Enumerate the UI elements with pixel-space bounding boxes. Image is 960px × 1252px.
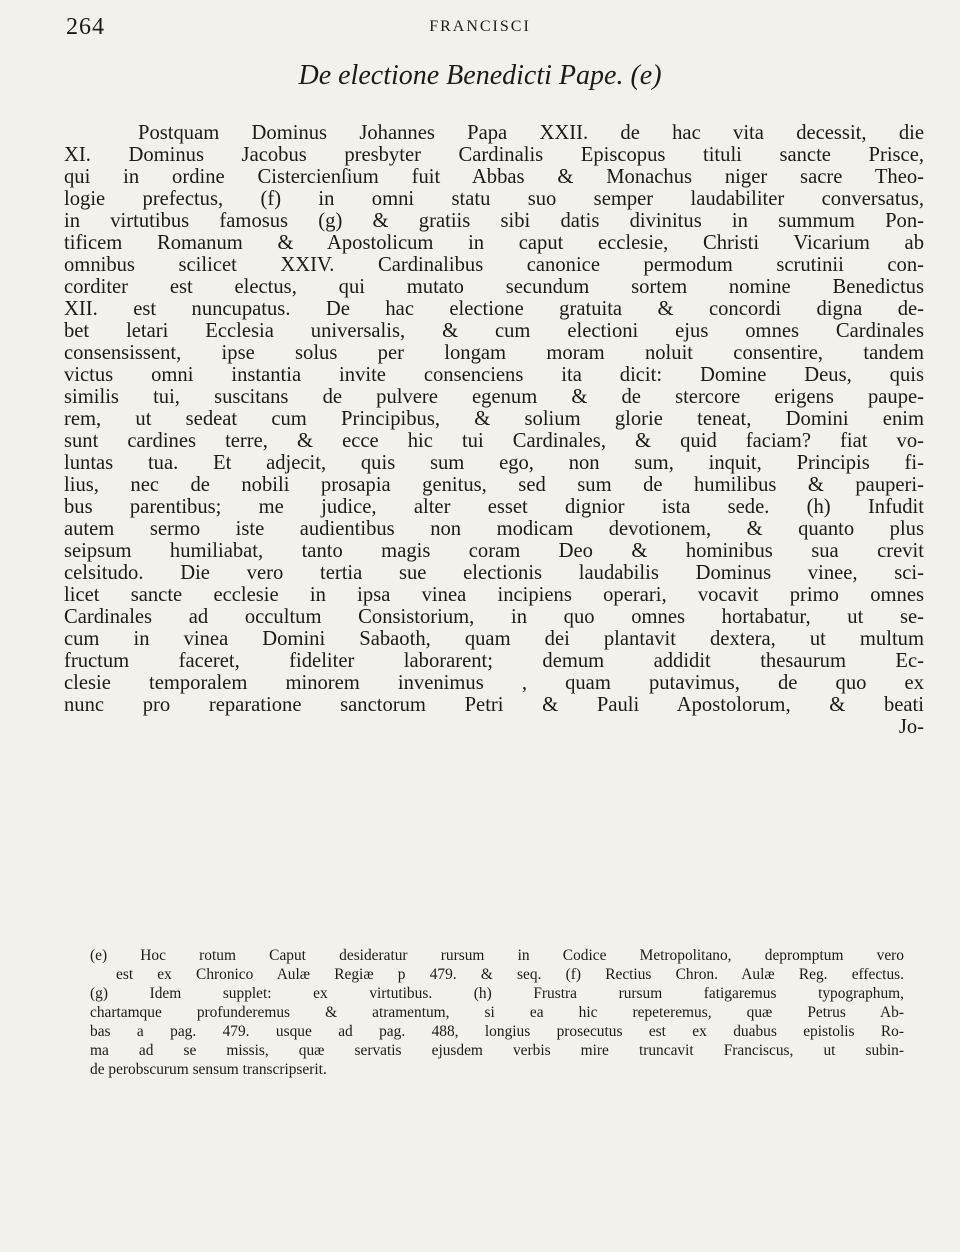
text-line: qui in ordine Cistercienſium fuit Abbas & Monachus niger sacre Theo- xyxy=(64,166,924,188)
footnote-line: chartamque profunderemus & atramentum, si ea hic repeteremus, quæ Petrus Ab- xyxy=(90,1004,904,1021)
text-line: fructum faceret, fideliter laborarent; demum addidit thesaurum Ec- xyxy=(64,650,924,672)
running-head: FRANCISCI xyxy=(429,18,531,35)
text-line: bet letari Ecclesia universalis, & cum electioni ejus omnes Cardinales xyxy=(64,320,924,342)
footnote-line: ma ad se missis, quæ servatis ejusdem verbis mire truncavit Franciscus, ut subin- xyxy=(90,1042,904,1059)
footnote-line: est ex Chronico Aulæ Regiæ p 479. & seq. (f) Rectius Chron. Aulæ Reg. effectus. xyxy=(116,966,904,983)
text-line: cum in vinea Domini Sabaoth, quam dei plantavit dextera, ut multum xyxy=(64,628,924,650)
text-line: luntas tua. Et adjecit, quis sum ego, non sum, inquit, Principis fi- xyxy=(64,452,924,474)
text-line: celsitudo. Die vero tertia sue electionis laudabilis Dominus vinee, sci- xyxy=(64,562,924,584)
text-line: nunc pro reparatione sanctorum Petri & Pauli Apostolorum, & beati xyxy=(64,694,924,716)
footnote-line: (g) Idem supplet: ex virtutibus. (h) Frustra rursum fatigaremus typographum, xyxy=(90,985,904,1002)
text-line: XII. est nuncupatus. De hac electione gratuita & concordi digna de- xyxy=(64,298,924,320)
text-line: bus parentibus; me judice, alter esset dignior ista sede. (h) Infudit xyxy=(64,496,924,518)
text-line: similis tui, suscitans de pulvere egenum & de stercore erigens paupe- xyxy=(64,386,924,408)
text-line: clesie temporalem minorem invenimus , quam putavimus, de quo ex xyxy=(64,672,924,694)
footnote-line: de perobscurum sensum transcripserit. xyxy=(90,1061,327,1078)
text-line: XI. Dominus Jacobus presbyter Cardinalis Episcopus tituli sancte Prisce, xyxy=(64,144,924,166)
text-line: victus omni instantia invite consenciens ita dicit: Domine Deus, quis xyxy=(64,364,924,386)
text-line: Cardinales ad occultum Consistorium, in quo omnes hortabatur, ut se- xyxy=(64,606,924,628)
text-line: seipsum humiliabat, tanto magis coram Deo & hominibus sua crevit xyxy=(64,540,924,562)
text-line: consensissent, ipse solus per longam moram noluit consentire, tandem xyxy=(64,342,924,364)
catchword: Jo- xyxy=(898,716,924,738)
footnote-line: bas a pag. 479. usque ad pag. 488, longius prosecutus est ex duabus epistolis Ro- xyxy=(90,1023,904,1040)
text-line: in virtutibus famosus (g) & gratiis sibi datis divinitus in summum Pon- xyxy=(64,210,924,232)
body-text xyxy=(64,122,924,738)
section-title: De electione Benedicti Pape. (e) xyxy=(298,60,662,91)
footnote-line: (e) Hoc rotum Caput desideratur rursum in Codice Metropolitano, depromptum vero xyxy=(90,947,904,964)
text-line: logie prefectus, (f) in omni statu suo semper laudabiliter conversatus, xyxy=(64,188,924,210)
text-line: rem, ut sedeat cum Principibus, & solium glorie teneat, Domini enim xyxy=(64,408,924,430)
text-line: omnibus scilicet XXIV. Cardinalibus canonice permodum scrutinii con- xyxy=(64,254,924,276)
page-number: 264 xyxy=(66,14,105,40)
text-line: Postquam Dominus Johannes Papa XXII. de hac vita decessit, die xyxy=(138,122,924,144)
text-line: corditer est electus, qui mutato secundum sortem nomine Benedictus xyxy=(64,276,924,298)
text-line: sunt cardines terre, & ecce hic tui Cardinales, & quid faciam? fiat vo- xyxy=(64,430,924,452)
footnotes xyxy=(90,946,904,1079)
page-header xyxy=(66,14,894,44)
text-line: lius, nec de nobili prosapia genitus, sed sum de humilibus & pauperi- xyxy=(64,474,924,496)
text-line: tificem Romanum & Apostolicum in caput ecclesie, Christi Vicarium ab xyxy=(64,232,924,254)
text-line: autem sermo iste audientibus non modicam devotionem, & quanto plus xyxy=(64,518,924,540)
text-line: licet sancte ecclesie in ipsa vinea incipiens operari, vocavit primo omnes xyxy=(64,584,924,606)
